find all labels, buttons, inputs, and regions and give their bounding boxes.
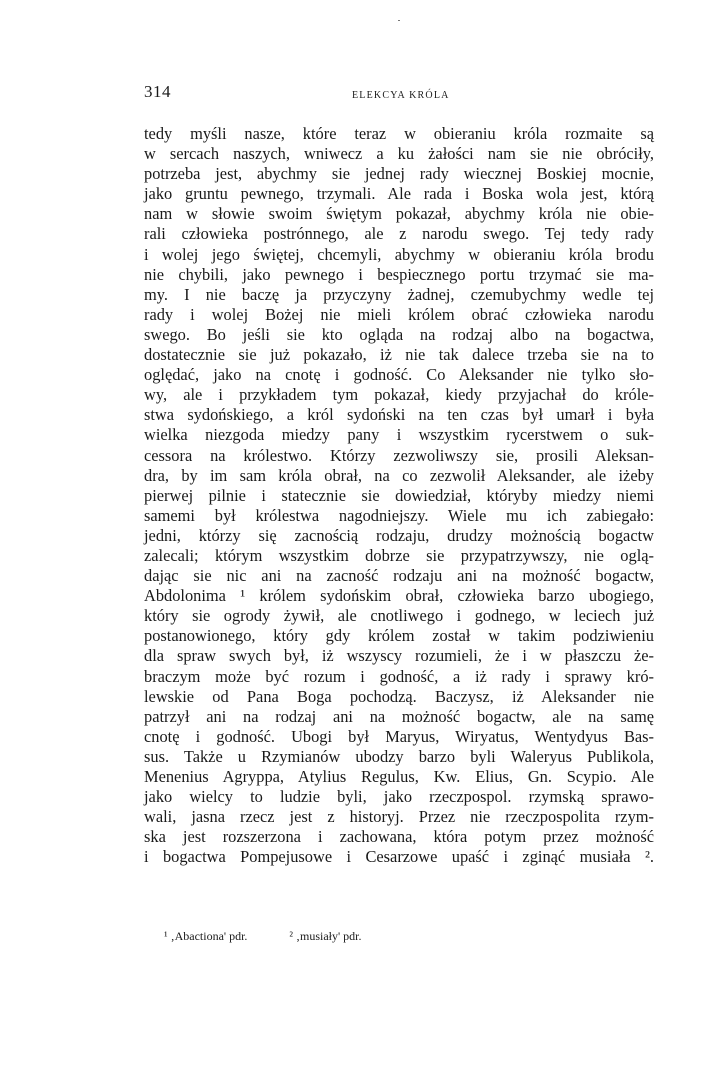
text-line: wali, jasna rzecz jest z historyj. Przez nie rzeczpospolita rzym-: [144, 807, 654, 827]
text-line: jako wielcy to ludzie byli, jako rzeczpospol. rzymską sprawo-: [144, 787, 654, 807]
text-line: nam w słowie swoim świętym pokazał, abychmy króla nie obie-: [144, 204, 654, 224]
text-line: tedy myśli nasze, które teraz w obieraniu króla rozmaite są: [144, 124, 654, 143]
text-line: i wolej jego świętej, chcemyli, abychmy w obieraniu króla brodu: [144, 244, 654, 264]
text-line: nie chybili, jako pewnego i bespiecznego portu trzymać sie ma-: [144, 264, 654, 284]
text-line: zalecali; którym wszystkim dobrze sie przypatrzywszy, nie oglą-: [144, 545, 654, 565]
footnote-1: ¹ ‚Abactiona' pdr.: [164, 929, 248, 943]
text-line: dra, by im sam króla obrał, na co zezwolił Aleksander, ale iżeby: [144, 465, 654, 485]
text-line: Abdolonima ¹ królem sydońskim obrał, człowieka barzo ubogiego,: [144, 586, 654, 606]
text-line: rady i wolej Bożej nie mieli królem obrać człowieka narodu: [144, 304, 654, 324]
text-line: który sie ogrody żywił, ale cnotliwego i godnego, w leciech już: [144, 606, 654, 626]
text-line: patrzył ani na rodzaj ani na możność bogactw, ale na samę: [144, 706, 654, 726]
text-line: cnotę i godność. Ubogi był Maryus, Wiryatus, Wentydyus Bas-: [144, 726, 654, 746]
running-head: ELEKCYA KRÓLA: [352, 90, 450, 101]
text-line: i bogactwa Pompejusowe i Cesarzowe upaść i zginąć musiała ².: [144, 847, 654, 867]
text-line: dając sie nic ani na zacność rodzaju ani na możność bogactw,: [144, 566, 654, 586]
text-line: cessora na królestwo. Którzy zezwoliwszy sie, prosili Aleksan-: [144, 445, 654, 465]
text-line: oględać, jako na cnotę i godność. Co Aleksander nie tylko sło-: [144, 365, 654, 385]
printing-speck: [398, 20, 400, 21]
text-line: wy, ale i przykładem tym pokazał, kiedy przyjachał do króle-: [144, 385, 654, 405]
text-line: swego. Bo jeśli sie kto ogląda na rodzaj albo na bogactwa,: [144, 324, 654, 344]
text-line: Menenius Agryppa, Atylius Regulus, Kw. Elius, Gn. Scypio. Ale: [144, 767, 654, 786]
text-line: stwa sydońskiego, a król sydoński na ten czas był umarł i była: [144, 405, 654, 425]
page-number: 314: [144, 82, 171, 101]
text-line: braczym może być rozum i godność, a iż rady i sprawy kró-: [144, 666, 654, 686]
text-line: dla spraw swych był, iż wszyscy rozumieli, że i w płaszczu że-: [144, 646, 654, 666]
text-line: dostatecznie sie już pokazało, iż nie tak dalece trzeba sie na to: [144, 345, 654, 365]
text-line: samemi był królestwa nagodniejszy. Wiele mu ich zabiegało:: [144, 505, 654, 525]
text-line: jako gruntu pewnego, trzymali. Ale rada i Boska wola jest, którą: [144, 184, 654, 204]
text-line: potrzeba jest, abychmy sie jednej rady wiecznej Boskiej mocnie,: [144, 164, 654, 184]
body-text: [144, 124, 654, 867]
text-line: jedni, którzy się zacnością rodzaju, drudzy możnością bogactw: [144, 525, 654, 545]
text-line: ska jest rozszerzona i zachowana, która potym przez możność: [144, 827, 654, 847]
footnote-2: ² ‚musiały' pdr.: [289, 929, 362, 943]
text-line: rali człowieka postrónnego, ale z narodu swego. Tej tedy rady: [144, 224, 654, 244]
text-line: sus. Także u Rzymianów ubodzy barzo byli Waleryus Publikola,: [144, 746, 654, 766]
text-line: my. I nie baczę ja przyczyny żadnej, czemubychmy wedle tej: [144, 284, 654, 304]
text-line: postanowionego, który gdy królem został w takim podziwieniu: [144, 626, 654, 646]
text-line: pierwej pilnie i statecznie sie dowiedział, któryby miedzy niemi: [144, 485, 654, 505]
text-line: w sercach naszych, wniwecz a ku żałości nam sie nie obróciły,: [144, 144, 654, 164]
text-line: wielka niezgoda miedzy pany i wszystkim rycerstwem o suk-: [144, 425, 654, 445]
footnotes: [164, 929, 362, 944]
text-line: lewskie od Pana Boga pochodzą. Baczysz, iż Aleksander nie: [144, 686, 654, 706]
